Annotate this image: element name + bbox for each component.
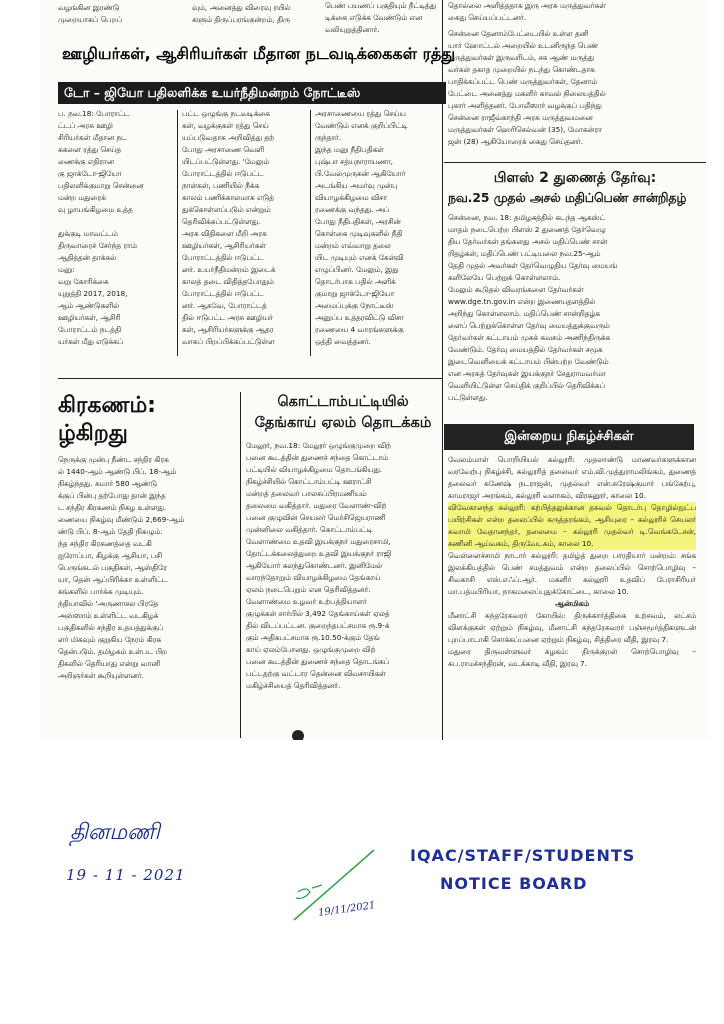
event-item-1: வேலம்மாள் பொறியியல் கல்லூரி: முதலாண்டு மாணவர்களுக்கான வரவேற்பு நிகழ்ச்சி, கல்லூரித் தலைவர் எம்.வி.முத்துராமலிங்கம், துணைத் தலைவர் கணேஷ் நடராஜன், முதல்வர் என்.சுரேஷ்குமார் பங்கேற்பு, காமராஜர் அரங்கம், கல்லூரி வளாகம், விரகனூர், காலை 10. bbox=[448, 455, 696, 500]
story1-col1 bbox=[58, 108, 174, 356]
story2 bbox=[58, 392, 236, 738]
story1-col3 bbox=[315, 108, 439, 356]
top-mid2-fragment bbox=[325, 0, 445, 36]
newspaper-clipping bbox=[40, 0, 708, 740]
stamp-line-2: NOTICE BOARD bbox=[440, 874, 588, 893]
story1-col2-text: பட்ட ஒழுங்கு நடவடிக்கை கள், வழக்குகள் ரத்து செய் யப்படுவதாக அறிவித்து தற் போது அரசாணை வெளி யிடப்பட்டுள்ளது. 'மேலும் போராட்டத்தில் ஈடுபட்ட நாள்கள், பணியில் நீக்க காலம் பணிக்காலமாக எடுத் துக்கொள்ளப்படும் என்றும் தெரிவிக்கப்பட்டுள்ளது. அரசு விதிகளை மீறி அரசு ஊழியர்கள், ஆசிரியர்கள் போராட்டத்தில் ஈடுபட்ட னர். உயர்நீதிமன்றம் இடைக் காலத் தடை விதித்தபோதும் போராட்டத்தில் ஈடுபட்ட னர். ஆகவே, போராட்டத் தில் ஈடுபட்ட அரசு ஊழியர் கள், ஆசிரியர்களுக்கு ஆதர வாகப் பிறப்பிக்கப்பட்டுள்ள bbox=[182, 109, 276, 346]
events-subheading: ஆன்மிகம் bbox=[554, 599, 590, 608]
story3-headline-2: தேங்காய் ஏலம் தொடக்கம் bbox=[254, 415, 432, 431]
story1-col3-text: அரசாணையை ரத்து செய்ய வேண்டும் எனக் குறிப்பிட்டி ருந்தார். இந்த மனு நீதிபதிகள் புஷ்பா சத்யநாராயணா, பி.வேல்முருகன் ஆகியோர் அடங்கிய அமர்வு முன்பு வியாழக்கிழமை விசா ரணைக்கு வந்தது. அப் போது நீதிபதிகள், அரசின் கொள்கை முடிவுகளில் நீதி மன்றம் எவ்வாறு தலை யிட முடியும் எனக் கேள்வி எழுப்பினர். மேலும், இது தொடர்பாக பதில் அளிக் குமாறு ஜாக்டோ-ஜியோ அமைப்புக்கு நோட்டீஸ் அனுப்ப உத்தரவிட்டு விசா ரணையை 4 வாரங்களுக்கு ஒத்தி வைத்தனர். bbox=[315, 109, 408, 346]
event-item-5: மதுரை திருவள்ளுவர் கழகம்: திருக்குறள் சொற்பொழிவு – சுப.ராமச்சந்திரன், வடக்காடி வீதி, இரவு 7. bbox=[448, 647, 696, 668]
handwritten-date: 19 - 11 - 2021 bbox=[66, 866, 186, 884]
subheadline-band: டோ – ஜியோ பதிலளிக்க உயர்நீதிமன்றம் நோட்டீஸ் bbox=[58, 82, 446, 104]
story3 bbox=[246, 392, 440, 738]
handwritten-masthead: தினமணி bbox=[70, 820, 160, 845]
story2-body: நெருக்கு முன்பு நீண்ட சந்திர கிரக ல் 1440-ஆம் ஆண்டு பிப். 18-ஆம் நிகழ்ந்தது. சுமார் 580 ஆண்டு க்குப் பின்பு தற்போது தான் இந்த ட சந்திர கிரகணம் நிகழ உள்ளது. ணையை நிகழ்வு மீண்டும் 2,669-ஆம் ண்டு பிப். 8-ஆம் தேதி நிகழும். ந்த சந்திர கிரகணத்தை வடகி ஐரோப்பா, கிழக்கு ஆசியா, பசி பெருங்கடல் பகுதிகள், ஆஸ்திரே யா, தென் ஆப்பிரிக்கா உள்ளிட்ட கங்களில் பார்க்க முடியும். ந்தியாவில் 'அருணாசல பிரதே அஸ்ஸாம் உள்ளிட்ட வடகிழக் பகுதிகளில் சந்திர உதயத்துக்குப் ளர் மிகவும் குறுகிய நேரம் கிரக தென்படும். தமிழகம் உள்பட பிற திகளில் தெரியாது என்று வானி அறிஞர்கள் கூறியுள்ளனர். bbox=[58, 455, 185, 680]
story3-body: மேலூர், நவ.18: மேலூர் ஒழுங்குமுறை விற் பனை கூடத்தின் துணைச் சந்தை கொட்டாம் பட்டியில் வியாழக்கிழமை தொடங்கியது. நிகழ்ச்சியில் கொட்டாம்பட்டி ஊராட்சி மன்றத் தலைவர் பாலசுப்பிரமணியம் தலைமை வகித்தார். மதுரை வேளாண்-விற் பனை குழுவின் செயலர் மெர்சிஜெயராணி முன்னிலை வகித்தார். கொட்டாம்பட்டி வேளாண்மை உதவி இயக்குநர் மதுரைசாமி, தோட்டக்கலைத்துறை உதவி இயக்குநர் ராஜி ஆகியோர் கலந்துகொண்டனர். இனிமேல் வாரந்தோறும் வியாழக்கிழமை தேங்காய் ஏலம் நடைபெறும் என தெரிவித்தனர். வேளாண்மை உழவர் உற்பத்தியாளர் குழுக்கள் சார்பில் 3,492 தேங்காய்கள் ஏலத் தில் விடப்பட்டன. குறைந்தபட்சமாக ரூ.9-க் கும் அதிகபட்சமாக ரூ.10.50-க்கும் தேங் காய் ஏலம்போனது. ஒழுங்குமுறை விற் பனை கூடத்தின் துணைச் சந்தை தொடங்கப் பட்டதற்கு வட்டார தென்னை விவசாயிகள் மகிழ்ச்சியைத் தெரிவித்தனர். bbox=[246, 441, 392, 690]
story1-rule2 bbox=[310, 110, 311, 356]
top-left-fragment bbox=[58, 2, 178, 26]
top-right-text: தொல்லை அளித்ததாக இரு அரசு மருத்துவர்கள் கைது செய்யப்பட்டனர். bbox=[448, 1, 606, 22]
story2-headline-2: ழ்கிறது bbox=[58, 421, 128, 446]
events-heading: இன்றைய நிகழ்ச்சிகள் bbox=[444, 424, 694, 450]
story4-headline-2: நவ.25 முதல் அசல் மதிப்பெண் சான்றிதழ் bbox=[448, 191, 687, 205]
story1-col2 bbox=[182, 108, 306, 356]
story4-headline-1: பிளஸ் 2 துணைத் தேர்வு: bbox=[493, 170, 657, 186]
right-rule-1 bbox=[444, 162, 706, 163]
signature-date: 19/11/2021 bbox=[317, 900, 377, 919]
binder-hole bbox=[292, 730, 304, 740]
story1-bottom-rule bbox=[58, 378, 442, 379]
stamp-line-1: IQAC/STAFF/STUDENTS bbox=[410, 846, 636, 865]
top-mid2-text: பெண் பயணப் பகுதியும் நீட்டித்து டிக்கை எடுக்க வேண்டும் என வலியுறுத்தினார். bbox=[325, 1, 437, 34]
right-top-body: சென்னை தேனாம்பேட்டையில் உள்ள தனி யார் ஹோட்டல் அறையில் உடனிருந்த பெண் மருத்துவர்கள் இருவரிடம், சக ஆண் மருத்து வர்கள் தகாத முறையில் நடந்து கொண்டதாக பாதிக்கப்பட்ட பெண் மருத்துவர்கள், தேனாம் பேட்டை அனைத்து மகளிர் காவல் நிலையத்தில் புகார் அளித்தனர். போலீஸார் வழக்குப் பதிந்து சென்னை ராஜீவ்காந்தி அரசு மருத்துவமனை மருத்துவர்கள் ஹெரிசெல்வன் (35), மோகன்ரா ஜன் (28) ஆகியோரைக் கைது செய்தனர். bbox=[448, 29, 606, 146]
story4 bbox=[448, 168, 702, 414]
top-left-text: வழங்கின இரண்டு முறையாகப் பெறப் bbox=[58, 3, 122, 24]
story1-col1-text: ப. நவ.18: போராட்ட ட்டப் அரசு ஊழி சிரியர்கள் மீதான நட ககளை ரத்து செய்த ணைக்கு எதிரான கு ஜாக்டோ-ஜியோ பதிலளிக்குமாறு சென்னை மன்ற மதுரைக் வு ழாயங்கிழமை உத்த துக்குடி மாவட்டம் திருவாரைச் சேர்ந்த ராம் ஆதித்தன் தாக்கல் மனு: வறு கோரிக்கை யுறுத்தி 2017, 2018, ஆம் ஆண்டுகளில் ஊழியர்கள், ஆசிரி போராட்டம் நடத்தி யர்கள் மீது எடுக்கப் bbox=[58, 109, 144, 346]
events-list bbox=[448, 454, 696, 738]
top-mid-text: வும், அனைத்து விரைவு ரயில் களும் திருப்பரங்குன்றம், திரு bbox=[192, 3, 291, 24]
main-headline: ஊழியர்கள், ஆசிரியர்கள் மீதான நடவடிக்கைகள் ரத்து bbox=[62, 44, 456, 63]
right-top-story bbox=[448, 28, 700, 156]
story2-rule bbox=[240, 392, 241, 738]
top-mid-fragment bbox=[192, 2, 322, 26]
story2-headline-1: கிரகணம்: bbox=[58, 393, 156, 418]
story3-headline-1: கொட்டாம்பட்டியில் bbox=[277, 394, 409, 410]
event-item-4: மீனாட்சி சுந்தரேசுவரர் கோயில்: திருக்கார்த்திகை உற்சவம், லட்சம் விளக்குகள் ஏற்றும் நிகழ்வு, மீனாட்சி சுந்தரேசுவரர் பஞ்சமூர்த்திகளுடன் புறப்பாடாகி சொக்கப்பனை ஏற்றும் நிகழ்வு, சித்திரை வீதி, இரவு 7. bbox=[448, 611, 696, 644]
top-right-fragment bbox=[448, 0, 698, 26]
event-item-2-highlighted: விவேகானந்த கல்லூரி: கற்பித்தலுக்கான தகவல் தொடர்பு தொழில்நுட்ப பயிற்சிகள் என்ற தலைப்பில் கருத்தரங்கம், ஆசியுரை – கல்லூரிச் செயலர் சுவாமி வேதானந்தர், தலைமை – கல்லூரி முதல்வர் டி.வெங்கடேசன், கணினி ஆய்வகம், திருவேடகம், காலை 10. bbox=[448, 503, 696, 548]
column-rule bbox=[442, 0, 443, 740]
event-item-3: வெள்ளைச்சாமி நாடார் கல்லூரி: தமிழ்த் துறை பாரதியார் மன்றம்: சங்க இலக்கியத்தில் பெண் சமத்துவம் என்ற தலைப்பில் சொற்பொழிவு – சிவகாசி எஸ்.எஃப்.ஆர். மகளிர் கல்லூரி உதவிப் பேராசிரியர் மா.பத்மபிரியா, நாகமலைப்புதுக்கோட்டை, காலை 10. bbox=[448, 551, 696, 596]
story1-rule1 bbox=[177, 110, 178, 356]
story4-body: சென்னை, நவ. 18: தமிழகத்தில் கடந்த ஆகஸ்ட் மாதம் நடைபெற்ற பிளஸ் 2 துணைத் தேர்வெழு திய தேர்வர்கள் தங்களது அசல் மதிப்பெண் சான் றிதழ்கள், மதிப்பெண் பட்டியலை நவ.25-ஆம் தேதி முதல் அவர்கள் தேர்வெழுதிய தேர்வு மையங் களிலேயே பெற்றுக் கொள்ளலாம். மேலும் கூடுதல் விவரங்களை தேர்வர்கள் www.dge.tn.gov.in என்ற இணையதளத்தில் அறிந்து கொள்ளலாம். மதிப்பெண் சான்றிதழ்க ளைப் பெற்றுக்கொள்ள தேர்வு மையத்துக்குவரும் தேர்வர்கள் கட்டாயம் முகக் கவசம் அணிந்திருக்க வேண்டும். தேர்வு மையத்தில் தேர்வர்கள் சமூக இடைவெளியைக் கட்டாயம் பின்பற்ற வேண்டும் என அரசுத் தேர்வுகள் இயக்குநர் சேதுராமவர்மா வெளியிட்டுள்ள செய்திக் குறிப்பில் தெரிவிக்கப் பட்டுள்ளது. bbox=[448, 213, 618, 402]
